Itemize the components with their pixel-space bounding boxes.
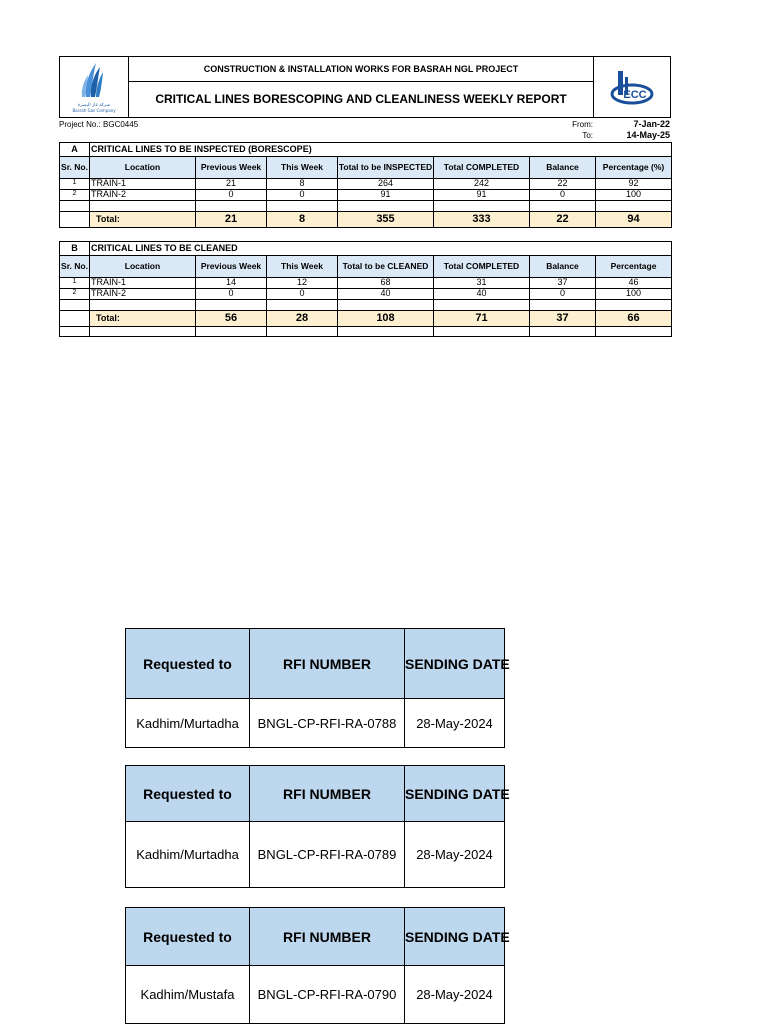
cleaning-table xyxy=(59,241,672,337)
total-label: Total: xyxy=(90,311,196,327)
table-row xyxy=(60,190,672,201)
total-cell: 37 xyxy=(530,311,596,327)
table-cell: 22 xyxy=(530,179,596,190)
table-header-row xyxy=(60,256,672,278)
rfi-header-cell: SENDING DATE xyxy=(405,629,505,699)
table-cell: 31 xyxy=(434,278,530,289)
table-cell: 14 xyxy=(196,278,267,289)
total-label: Total: xyxy=(90,212,196,228)
rfi-number: BNGL-CP-RFI-RA-0789 xyxy=(250,822,405,888)
project-title: CONSTRUCTION & INSTALLATION WORKS FOR BASRAH NGL PROJECT xyxy=(128,57,594,82)
column-header: Balance xyxy=(530,157,596,179)
rfi-header-row xyxy=(126,766,505,822)
total-row xyxy=(60,212,672,228)
column-header: Sr. No. xyxy=(60,256,90,278)
table-cell: 242 xyxy=(434,179,530,190)
column-header: Previous Week xyxy=(196,256,267,278)
table-cell: 264 xyxy=(338,179,434,190)
table-cell: TRAIN-2 xyxy=(90,289,196,300)
table-cell: 12 xyxy=(267,278,338,289)
table-cell: 91 xyxy=(434,190,530,201)
rfi-header-row xyxy=(126,908,505,966)
rfi-number: BNGL-CP-RFI-RA-0788 xyxy=(250,699,405,748)
total-row xyxy=(60,311,672,327)
from-date: 7-Jan-22 xyxy=(633,119,670,129)
rfi-date: 28-May-2024 xyxy=(405,699,505,748)
column-header: This Week xyxy=(267,157,338,179)
column-header: Balance xyxy=(530,256,596,278)
rfi-row xyxy=(126,822,505,888)
rfi-date: 28-May-2024 xyxy=(405,966,505,1024)
table-cell: 0 xyxy=(267,289,338,300)
table-cell: 0 xyxy=(196,289,267,300)
section-title: CRITICAL LINES TO BE INSPECTED (BORESCOPE) xyxy=(90,143,672,157)
column-header: Percentage (%) xyxy=(596,157,672,179)
rfi-number: BNGL-CP-RFI-RA-0790 xyxy=(250,966,405,1024)
table-cell: 100 xyxy=(596,289,672,300)
section-header xyxy=(60,242,672,256)
rfi-header-cell: SENDING DATE xyxy=(405,908,505,966)
empty-row xyxy=(60,201,672,212)
empty-row xyxy=(60,300,672,311)
rfi-row xyxy=(126,699,505,748)
rfi-row xyxy=(126,966,505,1024)
table-cell: TRAIN-1 xyxy=(90,179,196,190)
svg-text:ECC: ECC xyxy=(623,89,647,101)
column-header: Total COMPLETED xyxy=(434,157,530,179)
rfi-header-cell: Requested to xyxy=(126,766,250,822)
rfi-header-cell: Requested to xyxy=(126,629,250,699)
table-cell: 1 xyxy=(60,179,90,190)
rfi-table xyxy=(125,907,510,1024)
table-cell: 46 xyxy=(596,278,672,289)
table-cell: 8 xyxy=(267,179,338,190)
table-row xyxy=(60,278,672,289)
to-date: 14-May-25 xyxy=(626,130,670,140)
rfi-header-cell: RFI NUMBER xyxy=(250,766,405,822)
table-cell: 21 xyxy=(196,179,267,190)
table-cell: 100 xyxy=(596,190,672,201)
table-cell: TRAIN-1 xyxy=(90,278,196,289)
table-cell: 37 xyxy=(530,278,596,289)
rfi-requested-to: Kadhim/Murtadha xyxy=(126,822,250,888)
column-header: This Week xyxy=(267,256,338,278)
table-cell: 91 xyxy=(338,190,434,201)
total-cell: 333 xyxy=(434,212,530,228)
empty-row xyxy=(60,327,672,337)
column-header: Location xyxy=(90,157,196,179)
total-cell: 8 xyxy=(267,212,338,228)
table-cell: TRAIN-2 xyxy=(90,190,196,201)
total-cell: 21 xyxy=(196,212,267,228)
rfi-header-cell: RFI NUMBER xyxy=(250,629,405,699)
report-header xyxy=(59,56,671,118)
rfi-header-cell: RFI NUMBER xyxy=(250,908,405,966)
rfi-requested-to: Kadhim/Murtadha xyxy=(126,699,250,748)
table-cell: 40 xyxy=(434,289,530,300)
column-header: Total COMPLETED xyxy=(434,256,530,278)
rfi-header-cell: Requested to xyxy=(126,908,250,966)
table-cell: 0 xyxy=(530,289,596,300)
total-cell: 71 xyxy=(434,311,530,327)
project-number: Project No.: BGC0445 xyxy=(59,120,139,129)
rfi-requested-to: Kadhim/Mustafa xyxy=(126,966,250,1024)
to-label: To: xyxy=(582,131,593,140)
rfi-table xyxy=(125,628,510,748)
client-logo xyxy=(60,57,129,117)
total-cell: 355 xyxy=(338,212,434,228)
section-letter: B xyxy=(60,242,90,256)
table-cell: 2 xyxy=(60,289,90,300)
svg-text:Basrah Gas Company: Basrah Gas Company xyxy=(72,108,116,113)
rfi-date: 28-May-2024 xyxy=(405,822,505,888)
inspection-table xyxy=(59,142,672,228)
table-cell: 1 xyxy=(60,278,90,289)
table-cell: 0 xyxy=(267,190,338,201)
table-row xyxy=(60,179,672,190)
svg-text:شركة غاز البصرة: شركة غاز البصرة xyxy=(77,103,111,108)
total-cell: 66 xyxy=(596,311,672,327)
column-header: Sr. No. xyxy=(60,157,90,179)
rfi-header-row xyxy=(126,629,505,699)
table-cell: 92 xyxy=(596,179,672,190)
section-letter: A xyxy=(60,143,90,157)
table-header-row xyxy=(60,157,672,179)
table-cell: 40 xyxy=(338,289,434,300)
total-cell: 28 xyxy=(267,311,338,327)
section-header xyxy=(60,143,672,157)
report-title: CRITICAL LINES BORESCOPING AND CLEANLINESS WEEKLY REPORT xyxy=(155,92,567,106)
rfi-header-cell: SENDING DATE xyxy=(405,766,505,822)
table-cell: 0 xyxy=(530,190,596,201)
column-header: Total to be INSPECTED xyxy=(338,157,434,179)
report-sheet xyxy=(59,56,671,337)
column-header: Total to be CLEANED xyxy=(338,256,434,278)
total-cell: 56 xyxy=(196,311,267,327)
table-cell: 0 xyxy=(196,190,267,201)
table-row xyxy=(60,289,672,300)
rfi-table xyxy=(125,765,510,888)
column-header: Location xyxy=(90,256,196,278)
total-cell: 94 xyxy=(596,212,672,228)
contractor-logo xyxy=(593,57,670,117)
report-meta xyxy=(59,118,671,142)
table-cell: 2 xyxy=(60,190,90,201)
column-header: Previous Week xyxy=(196,157,267,179)
table-cell: 68 xyxy=(338,278,434,289)
section-title: CRITICAL LINES TO BE CLEANED xyxy=(90,242,672,256)
total-cell: 22 xyxy=(530,212,596,228)
from-label: From: xyxy=(572,120,593,129)
total-cell: 108 xyxy=(338,311,434,327)
column-header: Percentage xyxy=(596,256,672,278)
